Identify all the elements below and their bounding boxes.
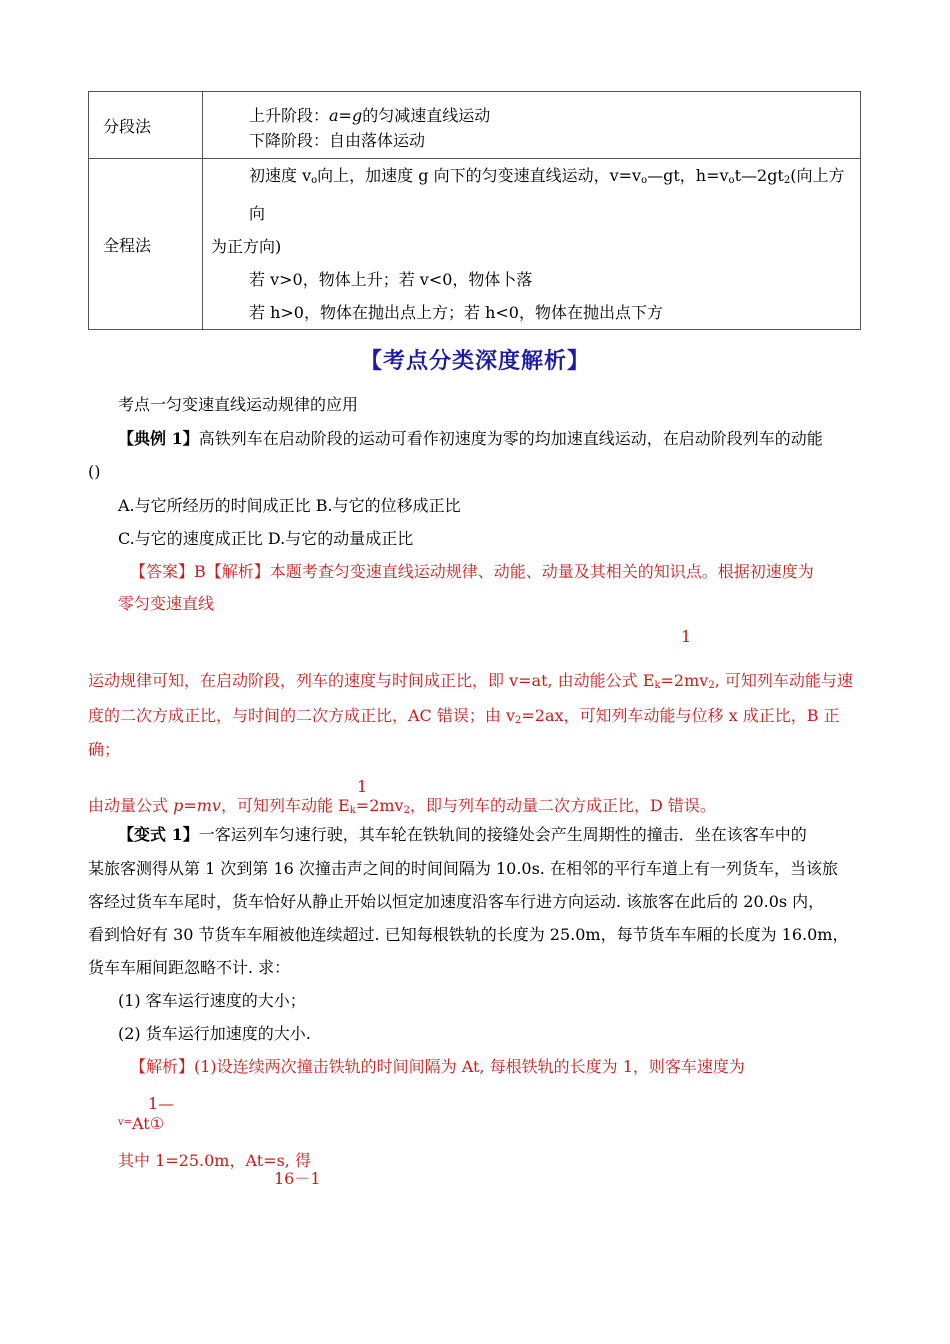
text: =2mv [660,671,709,690]
subscript: 2 [783,175,791,186]
option-line-cd: C.与它的速度成正比 D.与它的动量成正比 [118,529,414,548]
answer-line: 【答案】B【解析】本题考查匀变速直线运动规律、动能、动量及其相关的知识点。根据初速度为 [130,562,814,581]
table-line: 若 v>0，物体上升；若 v<0，物体卜落 [249,270,533,289]
variant-line: 货车车厢间距忽略不计. 求： [88,958,291,977]
row-label-text: 全程法 [103,235,152,255]
table-line: 若 h>0，物体在抛出点上方；若 h<0，物体在抛出点下方 [249,303,663,322]
formula: p=mv [173,796,221,815]
subscript: 2 [403,805,410,816]
fraction-numerator: 1 [681,627,692,646]
fraction-numerator: 16－1 [274,1169,321,1188]
section-title: 【考点分类深度解析】 [359,348,590,374]
solution-line: 【解析】(1)设连续两次撞击铁轨的时间间隔为 At, 每根铁轨的长度为 1，则客车速度为 [130,1057,745,1076]
fraction-numerator: 1 [357,777,368,796]
text: t—2gt [734,166,784,185]
text: (向上方向 [249,166,845,223]
question-2: (2) 货车运行加速度的大小. [118,1024,311,1043]
answer-line: 零匀变速直线 [118,594,215,613]
variant-tag: 【变式 1】 [118,825,199,844]
variant-line: 客经过货车车尾时，货车恰好从静止开始以恒定加速度沿客车行进方向运动. 该旅客在此后的 20.0s 内， [88,892,825,911]
text: 的匀减速直线运动 [362,106,491,125]
subscript: k [654,680,661,691]
text: 向上，加速度 g 向下的匀变速直线运动，v=v [317,166,642,185]
option-line-ab: A.与它所经历的时间成正比 B.与它的位移成正比 [118,496,461,515]
text: ，可知列车动能 E [220,796,350,815]
table-row [89,159,861,330]
text: 运动规律可知，在启动阶段，列车的速度与时间成正比，即 v=at, 由动能公式 E [88,671,655,690]
variant-line: 某旅客测得从第 1 次到第 16 次撞击声之间的时间间隔为 10.0s. 在相邻的平行车道上有一列货车，当该旅 [88,859,838,878]
table-line [211,159,852,230]
question-1: (1) 客车运行速度的大小； [118,991,306,1010]
table-row [89,92,861,159]
example-line [118,422,823,455]
example-line: () [88,462,101,481]
row-content-segment [203,92,861,159]
text: 由动量公式 [88,796,174,815]
solution-formula [118,1106,164,1140]
example-tag: 【典例 1】 [118,429,199,448]
variant-line: 看到恰好有 30 节货车车厢被他连续超过. 已知每根铁轨的长度为 25.0m，每节货车车厢的长度为 16.0m， [88,925,849,944]
example-text: 高铁列车在启动阶段的运动可看作初速度为零的均加速直线运动，在启动阶段列车的动能 [198,429,823,448]
text: ，即与列车的动量二次方成正比，D 错误。 [409,796,716,815]
fraction-denominator: At① [132,1114,165,1133]
answer-line [88,699,840,737]
point-heading: 考点一匀变速直线运动规律的应用 [118,395,359,414]
table-line: 为正方向) [211,237,282,256]
subscript: o [641,175,648,186]
row-label-segment [89,92,203,159]
text: 初速度 v [249,166,312,185]
subscript: 2 [708,680,715,691]
table-line: 下降阶段：自由落体运动 [249,131,426,150]
solution-line: 其中 1=25.0m，At=s, 得 [118,1151,311,1170]
text: , 可知列车动能与速 [714,671,853,690]
text: =2ax，可知列车动能与位移 x 成正比，B 正 [521,706,840,725]
method-table [88,91,861,330]
fraction-numerator: 1— [148,1094,175,1113]
velocity-mark: v= [118,1117,133,1128]
subscript: o [311,175,318,186]
text: 上升阶段： [249,106,330,125]
formula: a=g [329,106,363,125]
row-label-whole [89,159,203,330]
text: —gt，h=v [647,166,729,185]
row-content-whole [203,159,861,330]
answer-line: 确； [88,740,121,759]
row-label-text: 分段法 [103,116,152,136]
variant-line [118,818,807,851]
subscript: k [349,805,356,816]
subscript: o [728,175,735,186]
subscript: 2 [515,715,522,726]
text: 度的二次方成正比，与时间的二次方成正比，AC 错误；由 v [88,706,516,725]
answer-line [88,664,853,702]
text: =2mv [355,796,404,815]
variant-text: 一客运列车匀速行驶，其车轮在铁轨间的接缝处会产生周期性的撞击．坐在该客车中的 [198,825,807,844]
